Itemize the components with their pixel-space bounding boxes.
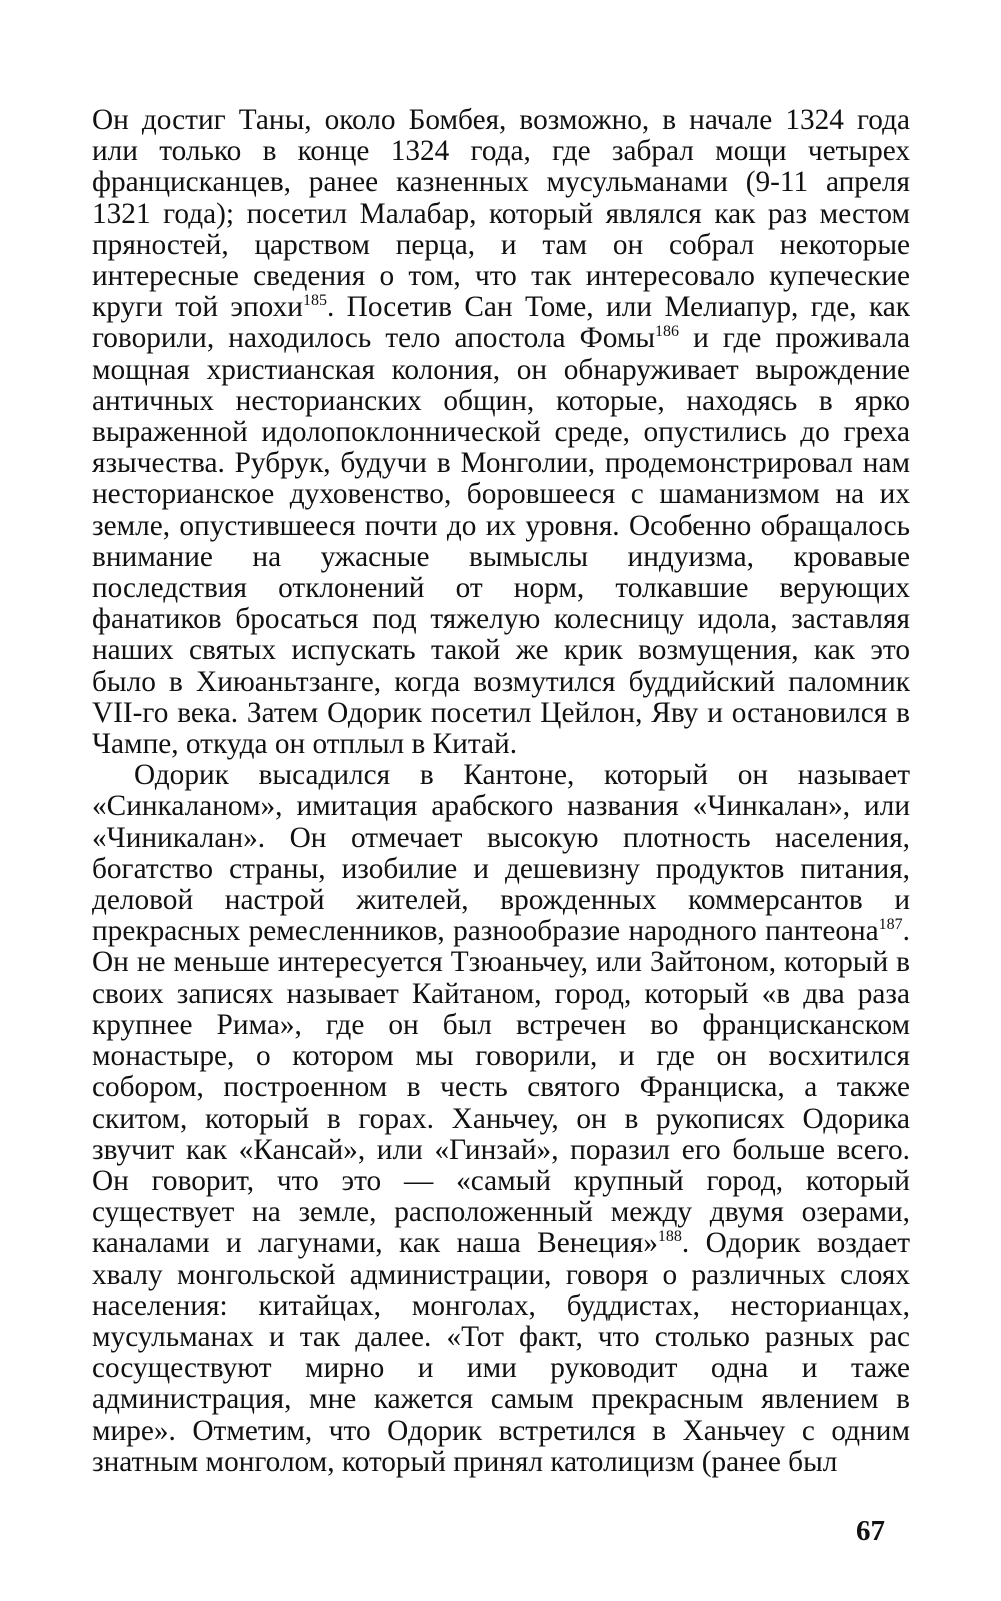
text-run: и где проживала мощная христианская колония, он обнаруживает вырождение античных несторианских общин, которые, находясь в ярко выраженной идолопоклоннической среде, опустились до греха язычества. Рубрук, будучи в Монголии, продемонстрировал нам несторианское духовенство, боровшееся с шаманизмом на их земле, опустившееся почти до их уровня. Особенно обращалось внимание на ужасные вымыслы индуизма, кровавые последствия отклонений от норм, толкавшие верующих фанатиков бросаться под тяжелую колесницу идола, заставляя наших святых испускать такой же крик возмущения, как это было в Хиюаньтзанге, когда возмутился буддийский паломник VII-го века. Затем Одорик посетил Цейлон, Яву и остановился в Чампе, откуда он отплыл в Китай.: [92, 322, 910, 761]
text-run: Он достиг Таны, около Бомбея, возможно, в начале 1324 года или только в конце 1324 года, где забрал мощи четырех францисканцев, ранее казненных мусульманами (9-11 апреля 1321 года); посетил Малабар, который являлся как раз местом пряностей, царством перца, и там он собрал некоторые интересные сведения о том, что так интересовало купеческие круги той эпохи: [92, 104, 910, 324]
paragraph-1: [92, 105, 910, 760]
text-run: Одорик высадился в Кантоне, который он называет «Синкаланом», имитация арабского названия «Чинкалан», или «Чиникалан». Он отмечает высокую плотность населения, богатство страны, изобилие и дешевизну продуктов питания, деловой настрой жителей, врожденных коммерсантов и прекрасных ремесленников, разнообразие народного пантеона: [92, 759, 910, 948]
footnote-ref-186: 186: [655, 323, 680, 341]
footnote-ref-188: 188: [657, 1228, 682, 1246]
text-run: . Одорик воздает хвалу монгольской администрации, говоря о различных слоях населения: китайцах, монголах, буддистах, несторианцах, мусульманах и так далее. «Тот факт, что столько разных рас сосуществуют мирно и ими руководит одна и таже администрация, мне кажется самым прекрасным явлением в мире». Отметим, что Одорик встретился в Ханьчеу с одним знатным монголом, который принял католицизм (ранее был: [92, 1227, 910, 1478]
text-run: . Посетив Сан Томе, или Мелиапур, где, как говорили, находилось тело апостола Фомы: [92, 291, 910, 355]
footnote-ref-187: 187: [878, 916, 903, 934]
text-run: . Он не меньше интересуется Тзюаньчеу, или Зайтоном, который в своих записях называет Кайтаном, город, который «в два раза крупнее Рима», где он был встречен во францисканском монастыре, о котором мы говорили, и где он восхитился собором, построенном в честь святого Франциска, а также скитом, который в горах. Ханьчеу, он в рукописях Одорика звучит как «Кансай», или «Гинзай», поразил его больше всего. Он говорит, что это — «самый крупный город, который существует на земле, расположенный между двумя озерами, каналами и лагунами, как наша Венеция»: [92, 915, 910, 1260]
page-number: 67: [856, 1515, 885, 1547]
footnote-ref-185: 185: [302, 292, 327, 310]
page-text-block: [92, 105, 910, 1478]
paragraph-2: [92, 760, 910, 1478]
